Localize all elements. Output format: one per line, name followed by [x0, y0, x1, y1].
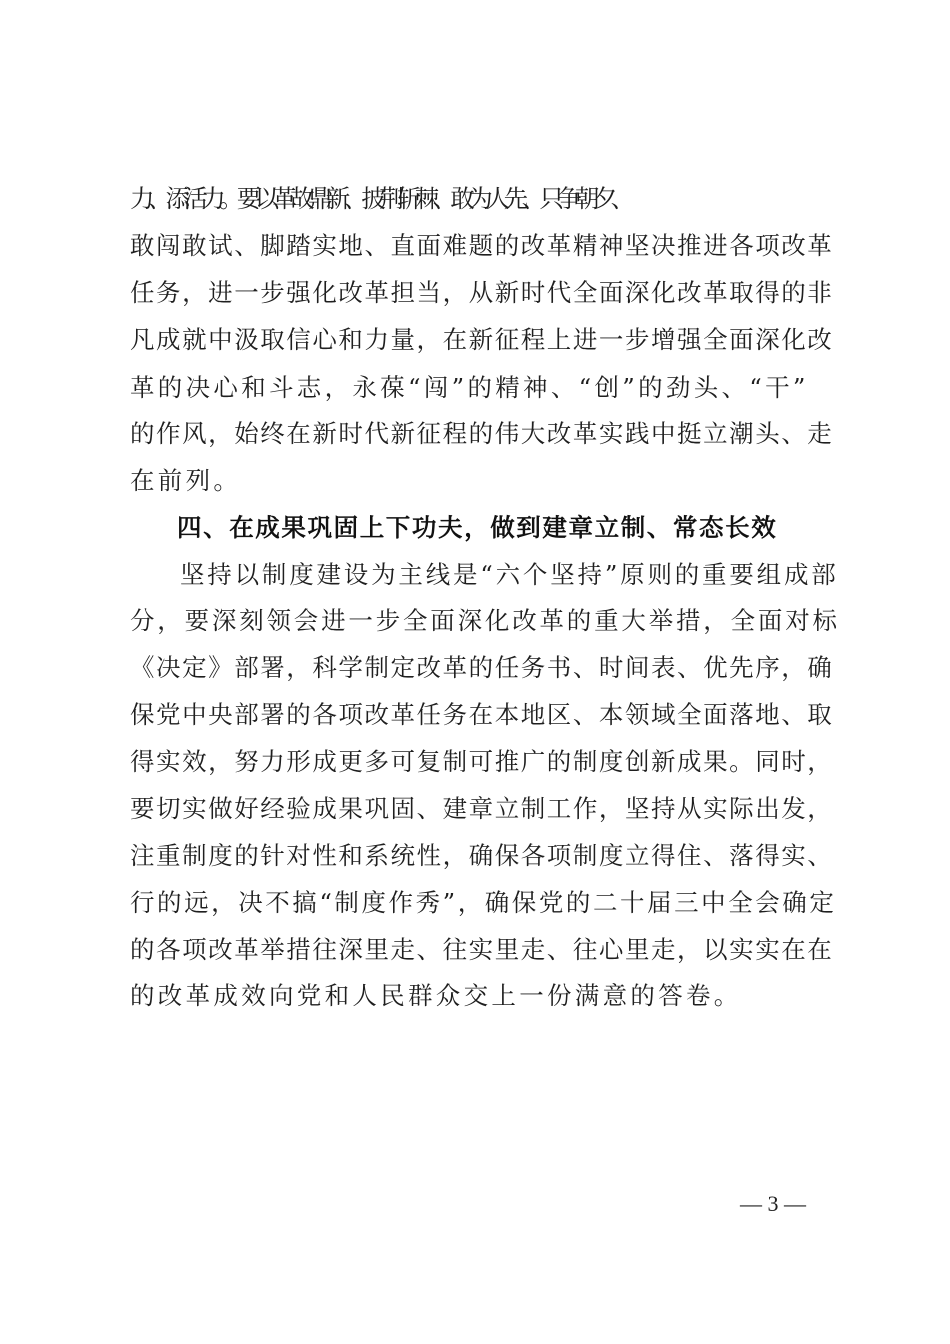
paragraph-1-line-2: 敢闯敢试、脚踏实地、直面难题的改革精神坚决推进各项改革	[130, 231, 834, 260]
paragraph-2-line-4: 保党中央部署的各项改革任务在本地区、本领域全面落地、取	[130, 700, 834, 729]
page-number: — 3 —	[740, 1191, 806, 1216]
paragraph-2-line-5: 得实效，努力形成更多可复制可推广的制度创新成果。同时，	[130, 747, 834, 776]
paragraph-1-line-3: 任务，进一步强化改革担当，从新时代全面深化改革取得的非	[130, 278, 834, 307]
section-heading: 四、在成果巩固上下功夫，做到建章立制、常态长效	[177, 513, 778, 542]
paragraph-2-line-3: 《决定》部署，科学制定改革的任务书、时间表、优先序，确	[130, 653, 834, 682]
paragraph-2-line-9: 的各项改革举措往深里走、往实里走、往心里走，以实实在在	[130, 935, 834, 964]
paragraph-1-line-5: 革的决心和斗志，永葆“闯”的精神、“创”的劲头、“干”	[130, 373, 809, 402]
paragraph-1-line-1: 力、添活力。要以革故鼎新、披荆斩棘、敢为人先、只争朝夕、	[130, 184, 629, 213]
paragraph-2-line-10: 的改革成效向党和人民群众交上一份满意的答卷。	[130, 981, 742, 1010]
paragraph-2-line-8: 行的远，决不搞“制度作秀”，确保党的二十届三中全会确定	[130, 888, 837, 917]
paragraph-2-line-2: 分，要深刻领会进一步全面深化改革的重大举措，全面对标	[130, 606, 840, 635]
paragraph-1-line-6: 的作风，始终在新时代新征程的伟大改革实践中挺立潮头、走	[130, 419, 834, 448]
paragraph-2-line-1: 坚持以制度建设为主线是“六个坚持”原则的重要组成部	[180, 560, 839, 589]
paragraph-2-line-6: 要切实做好经验成果巩固、建章立制工作，坚持从实际出发，	[130, 794, 834, 823]
paragraph-1-line-4: 凡成就中汲取信心和力量，在新征程上进一步增强全面深化改	[130, 325, 834, 354]
paragraph-2-line-7: 注重制度的针对性和系统性，确保各项制度立得住、落得实、	[130, 841, 834, 870]
paragraph-1-line-7: 在前列。	[130, 466, 242, 495]
